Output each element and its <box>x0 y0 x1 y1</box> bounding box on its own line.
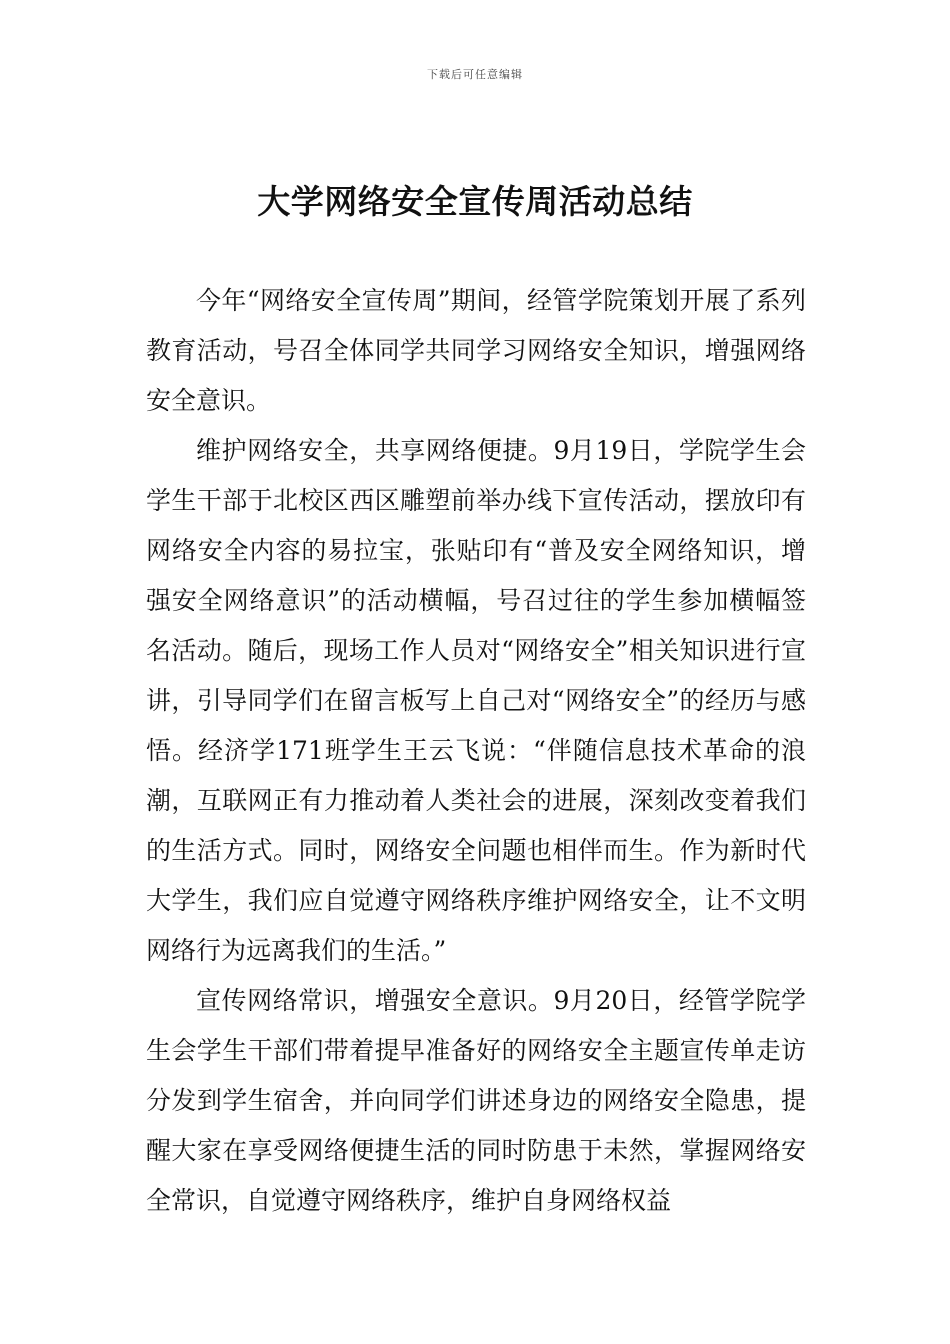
paragraph-sept-20: 宣传网络常识，增强安全意识。9月20日，经管学院学生会学生干部们带着提早准备好的网络安全主题宣传单走访分发到学生宿舍，并向同学们讲述身边的网络安全隐患，提醒大家在享受网络便捷生活的同时防患于未然，掌握网络安全常识，自觉遵守网络秩序，维护自身网络权益 <box>146 986 806 1215</box>
paragraph-intro: 今年“网络安全宣传周”期间，经管学院策划开展了系列教育活动，号召全体同学共同学习网络安全知识，增强网络安全意识。 <box>146 286 806 415</box>
header-note: 下载后可任意编辑 <box>427 68 523 81</box>
document-body <box>146 276 806 1226</box>
document-title: 大学网络安全宣传周活动总结 <box>257 182 693 221</box>
paragraph-sept-19: 维护网络安全，共享网络便捷。9月19日，学院学生会学生干部于北校区西区雕塑前举办线下宣传活动，摆放印有网络安全内容的易拉宝，张贴印有“普及安全网络知识，增强安全网络意识”的活动横幅，号召过往的学生参加横幅签名活动。随后，现场工作人员对“网络安全”相关知识进行宣讲，引导同学们在留言板写上自己对“网络安全”的经历与感悟。经济学171班学生王云飞说：“伴随信息技术革命的浪潮，互联网正有力推动着人类社会的进展，深刻改变着我们的生活方式。同时，网络安全问题也相伴而生。作为新时代大学生，我们应自觉遵守网络秩序维护网络安全，让不文明网络行为远离我们的生活。” <box>146 436 806 965</box>
